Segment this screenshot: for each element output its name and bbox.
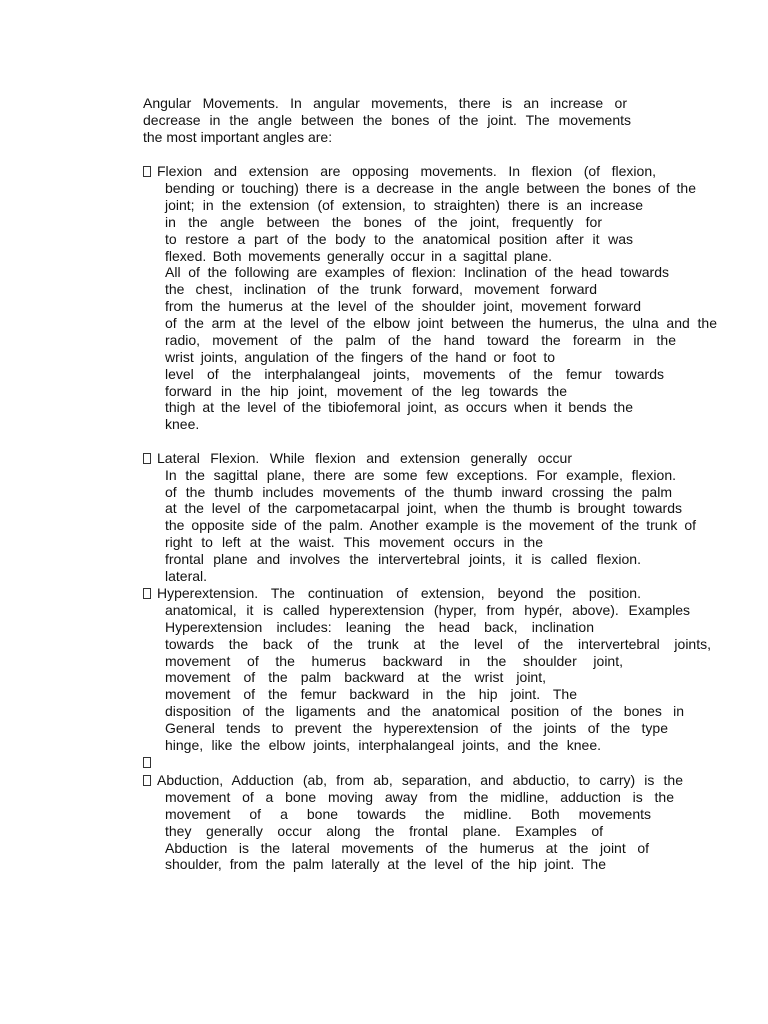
paragraph-line: Lateral Flexion. While flexion and extension generally occur	[157, 450, 572, 466]
paragraph-line: forward in the hip joint, movement of the leg towards the	[165, 383, 567, 399]
bullet-icon	[143, 775, 151, 786]
paragraph-line: the chest, inclination of the trunk forward, movement forward	[165, 281, 597, 297]
paragraph-line: at the level of the carpometacarpal joint, when the thumb is brought towards	[165, 500, 682, 516]
paragraph-line: level of the interphalangeal joints, movements of the femur towards	[165, 366, 664, 382]
paragraph-line: in the angle between the bones of the joint, frequently for	[165, 214, 602, 230]
paragraph-line: thigh at the level of the tibiofemoral joint, as occurs when it bends the	[165, 399, 633, 415]
paragraph-line: frontal plane and involves the intervertebral joints, it is called flexion.	[165, 551, 641, 567]
paragraph-line: radio, movement of the palm of the hand toward the forearm in the	[165, 332, 676, 348]
paragraph-line: shoulder, from the palm laterally at the level of the hip joint. The	[165, 856, 606, 872]
paragraph-line: Hyperextension includes: leaning the head back, inclination	[165, 619, 594, 635]
paragraph-line: flexed. Both movements generally occur in a sagittal plane.	[165, 248, 552, 264]
paragraph-line: Abduction is the lateral movements of the humerus at the joint of	[165, 840, 649, 856]
paragraph-line: hinge, like the elbow joints, interphalangeal joints, and the knee.	[165, 737, 601, 753]
paragraph-line: to restore a part of the body to the anatomical position after it was	[165, 231, 633, 247]
paragraph-line: knee.	[165, 416, 200, 432]
paragraph-line: of the thumb includes movements of the thumb inward crossing the palm	[165, 484, 672, 500]
paragraph-line: joint; in the extension (of extension, to straighten) there is an increase	[165, 197, 643, 213]
paragraph-line: movement of the humerus backward in the shoulder joint,	[165, 653, 623, 669]
paragraph-line: anatomical, it is called hyperextension (hyper, from hypér, above). Examples	[165, 602, 690, 618]
paragraph-line: General tends to prevent the hyperextension of the joints of the type	[165, 720, 668, 736]
intro-line: the most important angles are:	[143, 129, 333, 145]
intro-line: Angular Movements. In angular movements, there is an increase or	[143, 95, 627, 111]
paragraph-line: they generally occur along the frontal plane. Examples of	[165, 823, 603, 839]
paragraph-line: Hyperextension. The continuation of extension, beyond the position.	[157, 585, 641, 601]
paragraph-line: In the sagittal plane, there are some few exceptions. For example, flexion.	[165, 467, 676, 483]
paragraph-line: bending or touching) there is a decrease in the angle between the bones of the	[165, 180, 696, 196]
paragraph-line: the opposite side of the palm. Another example is the movement of the trunk of	[165, 517, 696, 533]
bullet-icon	[143, 757, 151, 768]
paragraph-line: wrist joints, angulation of the fingers of the hand or foot to	[165, 349, 555, 365]
paragraph-line: movement of a bone moving away from the midline, adduction is the	[165, 789, 674, 805]
paragraph-line: towards the back of the trunk at the level of the intervertebral joints,	[165, 636, 711, 652]
paragraph-line: from the humerus at the level of the shoulder joint, movement forward	[165, 298, 641, 314]
bullet-icon	[143, 588, 151, 599]
paragraph-line: disposition of the ligaments and the anatomical position of the bones in	[165, 703, 684, 719]
paragraph-line: movement of the femur backward in the hip joint. The	[165, 686, 577, 702]
paragraph-line: movement of a bone towards the midline. Both movements	[165, 806, 651, 822]
paragraph-line: Flexion and extension are opposing movements. In flexion (of flexion,	[157, 163, 656, 179]
paragraph-line: movement of the palm backward at the wrist joint,	[165, 669, 546, 685]
paragraph-line: of the arm at the level of the elbow joint between the humerus, the ulna and the	[165, 315, 717, 331]
paragraph-line: right to left at the waist. This movement occurs in the	[165, 534, 543, 550]
intro-line: decrease in the angle between the bones of the joint. The movements	[143, 112, 631, 128]
paragraph-line: All of the following are examples of flexion: Inclination of the head towards	[165, 264, 669, 280]
bullet-icon	[143, 166, 151, 177]
paragraph-line: Abduction, Adduction (ab, from ab, separation, and abductio, to carry) is the	[157, 772, 683, 788]
bullet-icon	[143, 453, 151, 464]
paragraph-line: lateral.	[165, 568, 208, 584]
